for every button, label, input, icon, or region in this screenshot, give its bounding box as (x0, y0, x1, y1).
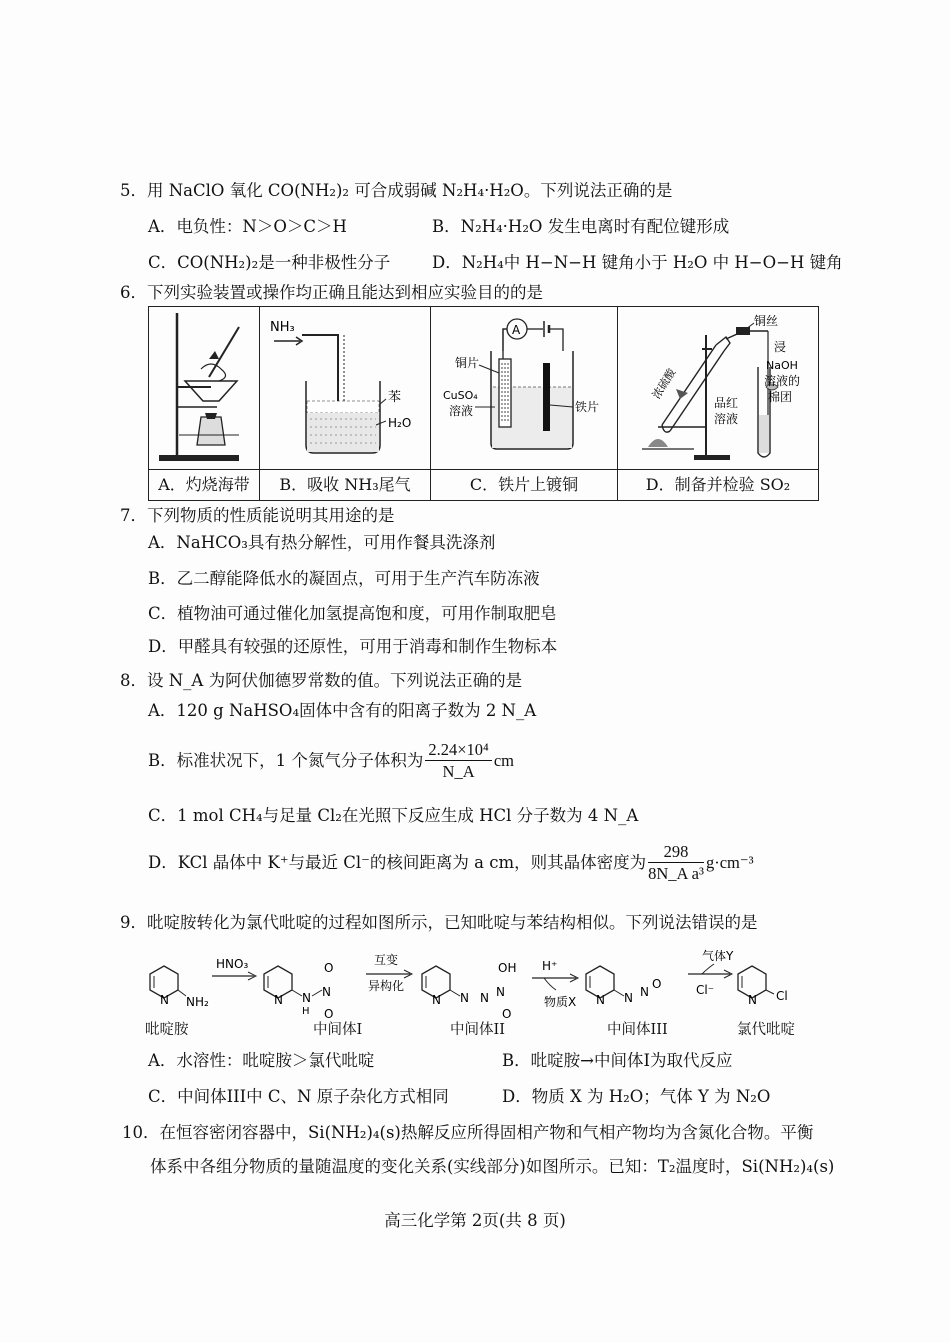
q9-option-a: A．水溶性：吡啶胺＞氯代吡啶 (148, 1051, 375, 1070)
q8-option-d (148, 842, 754, 885)
svg-text:N: N (160, 993, 169, 1007)
q8-d-text: D．KCl 晶体中 K⁺与最近 Cl⁻的核间距离为 a cm，则其晶体密度为 (148, 853, 647, 872)
q9-option-b: B．吡啶胺→中间体I为取代反应 (502, 1051, 733, 1070)
q8-d-numerator: 298 (648, 842, 704, 863)
q5-stem: 5．用 NaClO 氧化 CO(NH₂)₂ 可合成弱碱 N₂H₄·H₂O。下列说法正确的是 (120, 181, 673, 200)
label-solution: 溶液 (449, 404, 474, 418)
apparatus-a-figure (149, 307, 260, 470)
label-chloride: Cl⁻ (696, 983, 715, 997)
q5-option-d: D．N₂H₄中 H−N−H 键角小于 H₂O 中 H−O−H 键角 (432, 253, 843, 272)
q8-d-fraction (648, 842, 704, 885)
apparatus-table (148, 306, 819, 501)
svg-text:N: N (302, 991, 311, 1005)
q8-b-denominator: N_A (442, 762, 475, 781)
svg-text:O: O (324, 1007, 334, 1021)
svg-text:N: N (496, 985, 505, 999)
label-copper-wire: 铜丝 (754, 314, 779, 328)
label-benzene: 苯 (388, 390, 402, 405)
caption-c: C．铁片上镀铜 (431, 470, 618, 501)
label-water: H₂O (388, 416, 412, 430)
caption-b: B．吸收 NH₃尾气 (260, 470, 431, 501)
label-ammeter: A (512, 323, 521, 337)
label-cotton: 棉团 (768, 390, 793, 404)
svg-text:N: N (432, 993, 441, 1007)
reagent-h-plus: H⁺ (542, 959, 558, 973)
name-intermediate-3: 中间体III (607, 1022, 668, 1038)
apparatus-b-figure (260, 307, 431, 470)
q8-b-numerator: 2.24×10⁴ (425, 740, 491, 761)
svg-text:Cl: Cl (776, 989, 788, 1003)
caption-a: A．灼烧海带 (149, 470, 260, 501)
label-substance-x: 物质X (544, 995, 577, 1009)
label-magenta: 品红 (714, 396, 739, 410)
q5-option-c: C．CO(NH₂)₂是一种非极性分子 (148, 253, 391, 272)
q8-d-denominator: 8N_A a³ (648, 864, 704, 883)
q5-option-b: B．N₂H₄·H₂O 发生电离时有配位键形成 (432, 217, 730, 236)
svg-text:OH: OH (498, 961, 517, 975)
q8-stem: 8．设 N_A 为阿伏伽德罗常数的值。下列说法正确的是 (120, 671, 523, 690)
ring-aminopyridine (150, 966, 209, 1009)
q8-option-b (148, 740, 514, 783)
q8-option-a: A．120 g NaHSO₄固体中含有的阳离子数为 2 N_A (148, 701, 537, 720)
svg-text:N: N (460, 991, 469, 1005)
q8-b-text: B．标准状况下，1 个氮气分子体积为 (148, 751, 424, 770)
q7-option-d: D．甲醛具有较强的还原性，可用于消毒和制作生物标本 (148, 637, 558, 656)
label-tautomer-1: 互变 (374, 953, 399, 967)
svg-text:N: N (596, 993, 605, 1007)
svg-text:O: O (502, 1007, 512, 1021)
label-soak: 浸 (774, 340, 787, 354)
label-iron-plate: 铁片 (575, 400, 600, 414)
svg-text:H: H (302, 1006, 310, 1017)
svg-text:N: N (274, 993, 283, 1007)
q8-d-unit: g·cm⁻³ (705, 853, 754, 872)
q6-stem: 6．下列实验装置或操作均正确且能达到相应实验目的的是 (120, 283, 543, 302)
q8-b-fraction (425, 740, 491, 783)
label-magenta-solution: 溶液 (714, 412, 739, 426)
q5-option-a: A．电负性：N＞O＞C＞H (148, 217, 347, 236)
svg-text:N: N (640, 985, 649, 999)
ring-intermediate-2 (422, 961, 516, 1021)
q9-option-c: C．中间体III中 C、N 原子杂化方式相同 (148, 1087, 449, 1106)
q7-option-a: A．NaHCO₃具有热分解性，可用作餐具洗涤剂 (148, 533, 496, 552)
svg-text:NH₂: NH₂ (186, 995, 209, 1009)
burning-seaweed-diagram (149, 307, 259, 465)
so2-preparation-diagram (618, 307, 818, 465)
q7-option-c: C．植物油可通过催化加氢提高饱和度，可用作制取肥皂 (148, 604, 557, 623)
q7-option-b: B．乙二醇能降低水的凝固点，可用于生产汽车防冻液 (148, 569, 540, 588)
name-aminopyridine: 吡啶胺 (145, 1022, 189, 1038)
label-solution-of: 溶液的 (764, 374, 801, 388)
svg-text:N: N (480, 991, 489, 1005)
copper-plating-diagram (431, 307, 617, 465)
ring-intermediate-3 (586, 966, 661, 1007)
apparatus-d-figure (618, 307, 819, 470)
q10-line-1: 10．在恒容密闭容器中，Si(NH₂)₄(s)热解反应所得固相产物和气相产物均为含氮化合物。平衡 (122, 1123, 814, 1142)
svg-text:N: N (748, 993, 757, 1007)
name-chloropyridine: 氯代吡啶 (737, 1022, 795, 1038)
q9-option-d: D．物质 X 为 H₂O；气体 Y 为 N₂O (502, 1087, 771, 1106)
nh3-absorption-diagram (260, 307, 430, 465)
label-copper-plate: 铜片 (455, 356, 480, 370)
ring-intermediate-1 (264, 961, 333, 1021)
label-conc-sulfuric-acid: 浓硫酸 (649, 366, 679, 402)
svg-text:O: O (652, 977, 662, 991)
label-cuso4: CuSO₄ (443, 389, 478, 402)
svg-text:N: N (624, 991, 633, 1005)
reagent-hno3: HNO₃ (216, 957, 249, 971)
apparatus-c-figure (431, 307, 618, 470)
ring-chloropyridine (738, 966, 788, 1007)
q8-option-c: C．1 mol CH₄与足量 Cl₂在光照下反应生成 HCl 分子数为 4 N_A (148, 806, 639, 825)
name-intermediate-2: 中间体II (450, 1022, 505, 1038)
page-footer: 高三化学第 2页(共 8 页) (384, 1211, 566, 1230)
label-nh3: NH₃ (270, 320, 295, 335)
label-naoh: NaOH (766, 359, 798, 372)
q7-stem: 7．下列物质的性质能说明其用途的是 (120, 506, 395, 525)
svg-text:O: O (324, 961, 334, 975)
svg-text:N: N (322, 985, 331, 999)
q9-stem: 9．吡啶胺转化为氯代吡啶的过程如图所示，已知吡啶与苯结构相似。下列说法错误的是 (120, 913, 758, 932)
label-tautomer-2: 异构化 (368, 979, 405, 993)
label-gas-y: 气体Y (702, 949, 734, 963)
name-intermediate-1: 中间体I (313, 1022, 363, 1038)
q10-line-2: 体系中各组分物质的量随温度的变化关系(实线部分)如图所示。已知：T₂温度时，Si(NH₂)₄(s) (150, 1157, 835, 1176)
caption-d: D．制备并检验 SO₂ (618, 470, 819, 501)
q8-b-unit: cm (493, 751, 514, 770)
